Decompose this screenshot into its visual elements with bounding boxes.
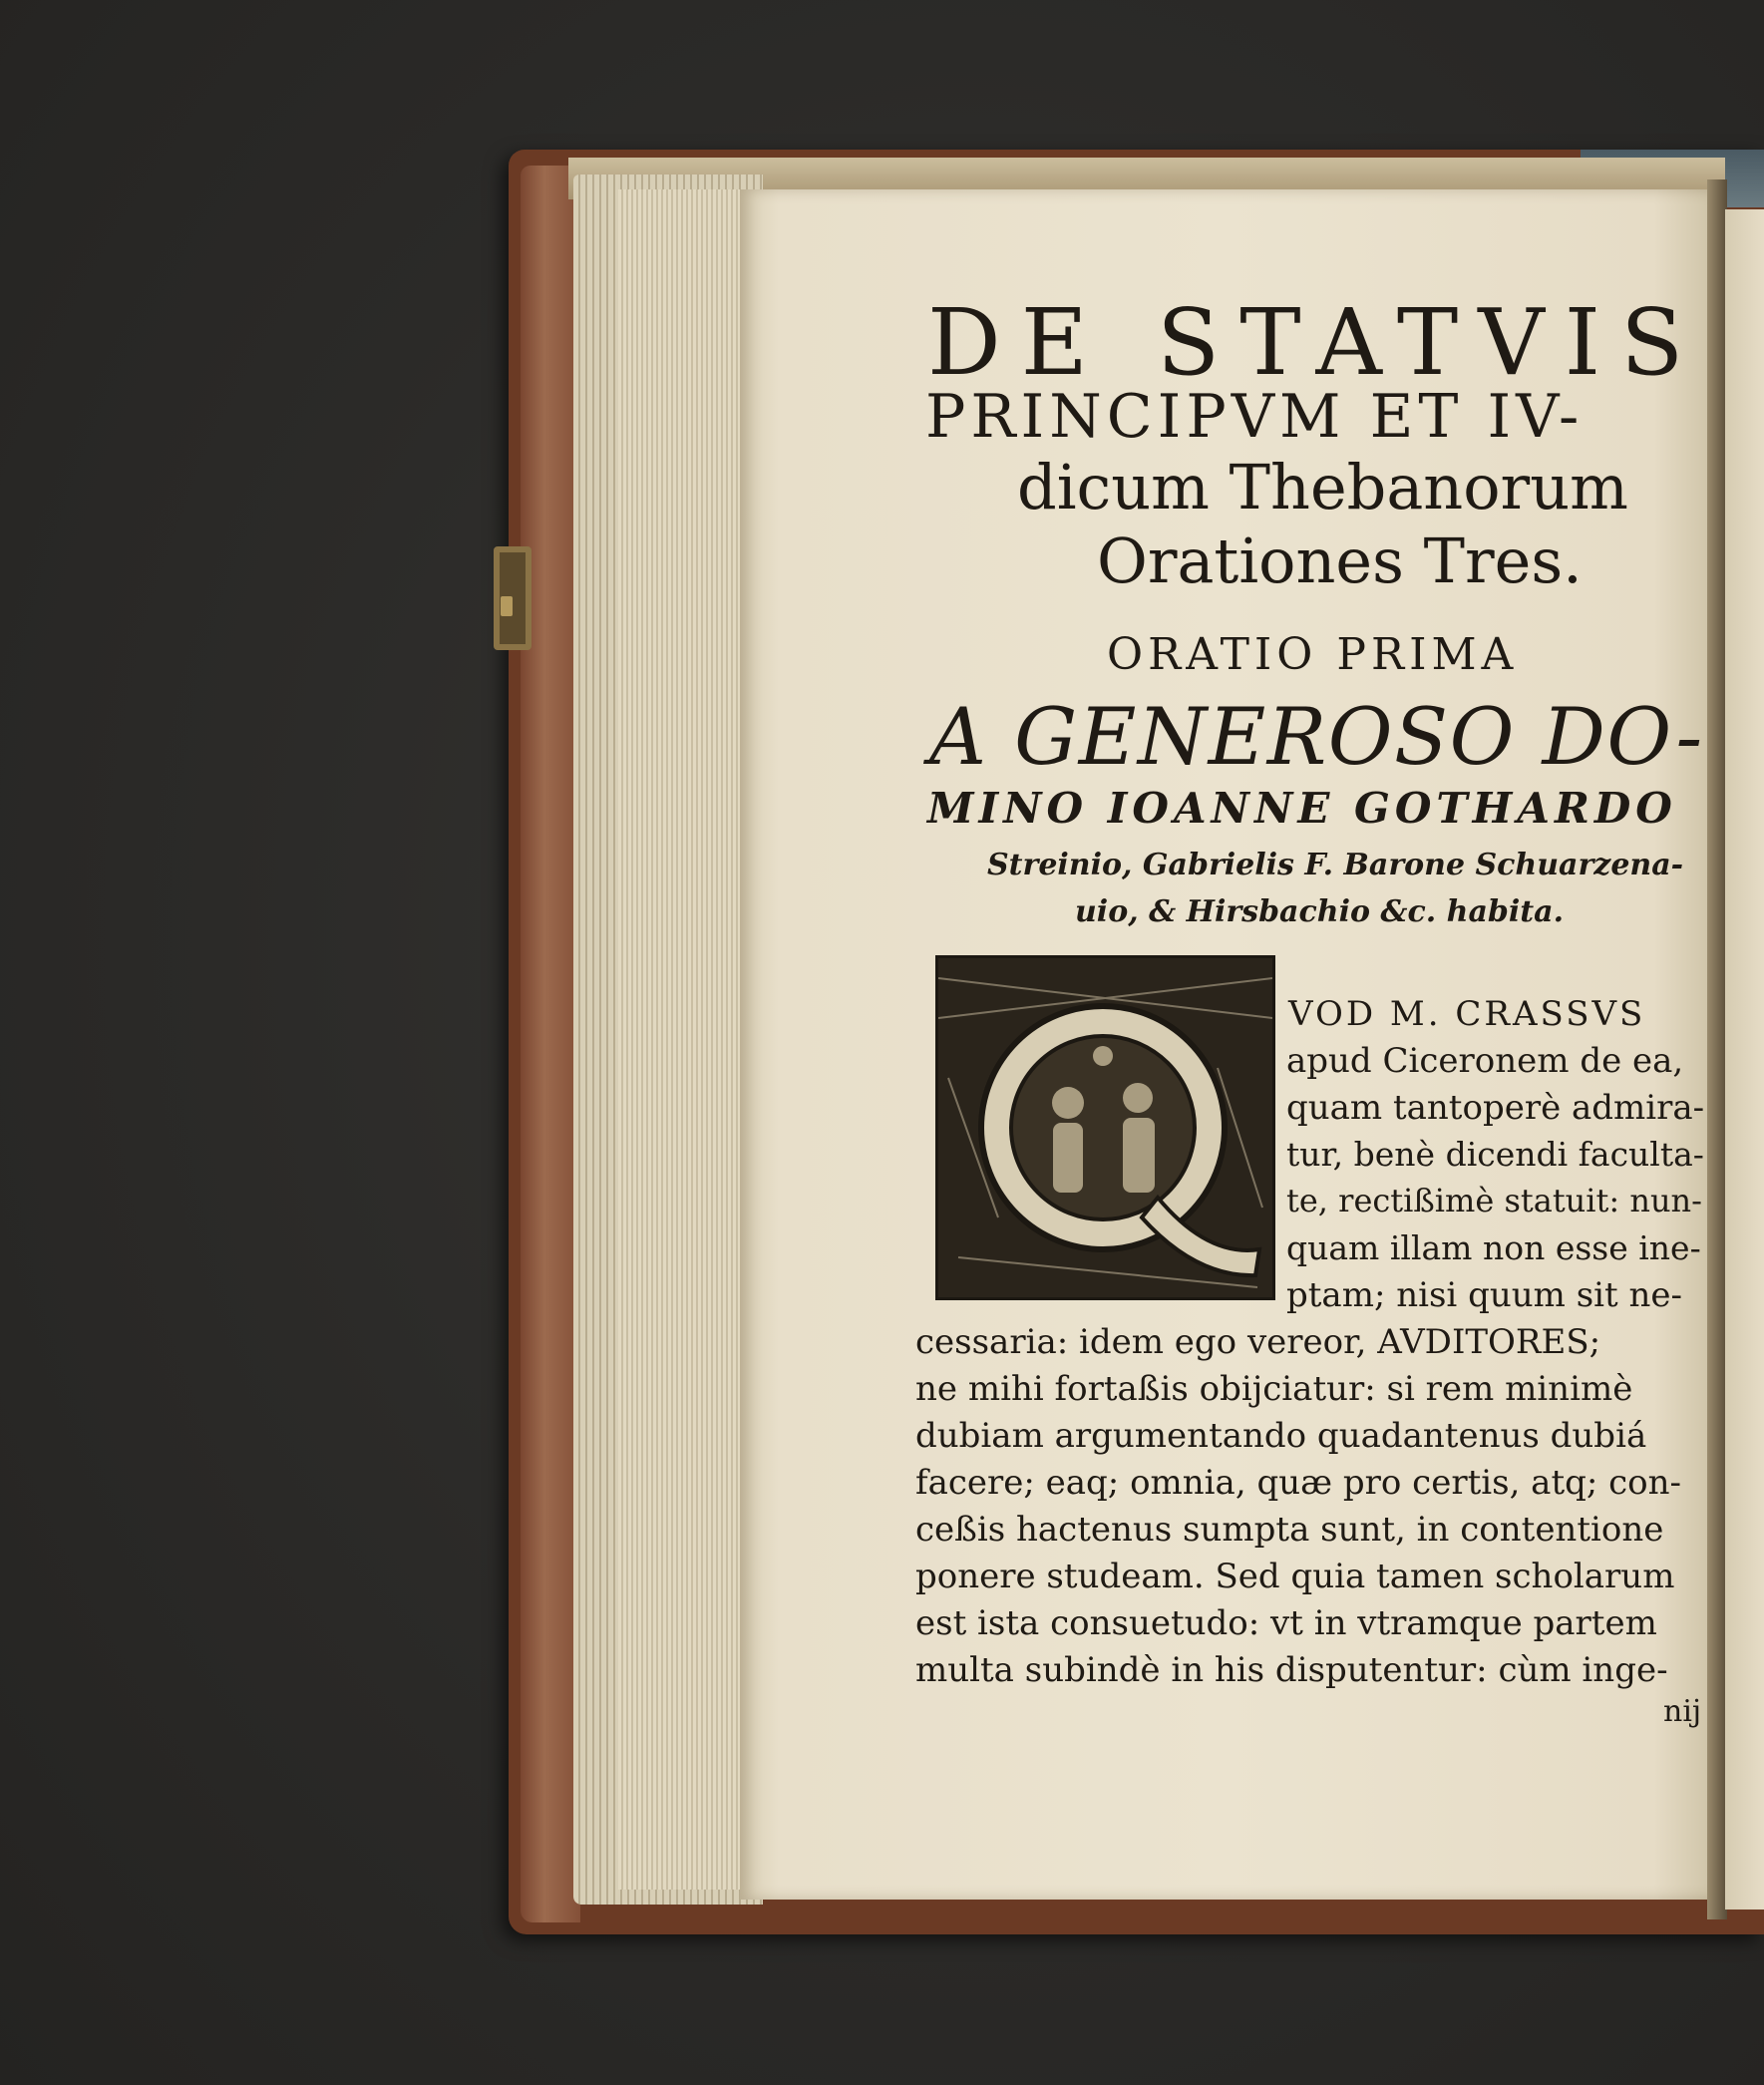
dedication-line-3: Streinio, Gabrielis F. Barone Schuarzena- <box>987 848 1684 882</box>
woodcut-initial <box>935 955 1275 1300</box>
body-line-1: VOD M. CRASSVS <box>1288 994 1646 1034</box>
subheading: ORATIO PRIMA <box>1107 629 1519 680</box>
dedication-line-1: A GENEROSO DO- <box>929 691 1704 783</box>
body-line-10: dubiam argumentando quadantenus dubiá <box>915 1416 1647 1456</box>
heading-line-4: Orationes Tres. <box>1097 524 1583 597</box>
dedication-line-4: uio, & Hirsbachio &c. habita. <box>1075 894 1565 929</box>
body-line-12: ceßis hactenus sumpta sunt, in contentione <box>915 1510 1664 1550</box>
body-line-9: ne mihi fortaßis obijciatur: si rem minimè <box>915 1369 1633 1409</box>
body-line-6: quam illam non esse ine- <box>1286 1228 1701 1267</box>
clasp-icon <box>494 546 531 650</box>
clasp-pin <box>501 596 513 616</box>
heading-line-1: DE STATVIS <box>927 289 1704 396</box>
body-line-5: te, rectißimè statuit: nun- <box>1286 1182 1702 1219</box>
heading-line-3: dicum Thebanorum <box>1017 451 1628 523</box>
page-stack-inner <box>618 189 748 1890</box>
body-line-11: facere; eaq; omnia, quæ pro certis, atq; con- <box>915 1463 1682 1503</box>
body-line-15: multa subindè in his disputentur: cùm inge- <box>915 1650 1668 1690</box>
body-line-4: tur, benè dicendi faculta- <box>1286 1135 1704 1174</box>
body-line-7: ptam; nisi quum sit ne- <box>1286 1275 1683 1315</box>
book-cover-edge <box>521 166 580 1922</box>
dedication-line-2: MINO IOANNE GOTHARDO <box>927 784 1677 833</box>
facing-page-edge <box>1725 209 1764 1910</box>
book-gutter <box>1707 179 1727 1919</box>
body-line-3: quam tantoperè admira- <box>1286 1088 1705 1128</box>
heading-line-2: PRINCIPVM ET IV- <box>925 382 1585 452</box>
body-line-8: cessaria: idem ego vereor, AVDITORES; <box>915 1322 1601 1362</box>
catchword: nij <box>1663 1694 1702 1729</box>
body-line-13: ponere studeam. Sed quia tamen scholarum <box>915 1557 1675 1596</box>
woodcut-initial-icon <box>938 958 1272 1297</box>
body-line-14: est ista consuetudo: vt in vtramque partem <box>915 1603 1657 1643</box>
body-line-2: apud Ciceronem de ea, <box>1286 1041 1684 1081</box>
